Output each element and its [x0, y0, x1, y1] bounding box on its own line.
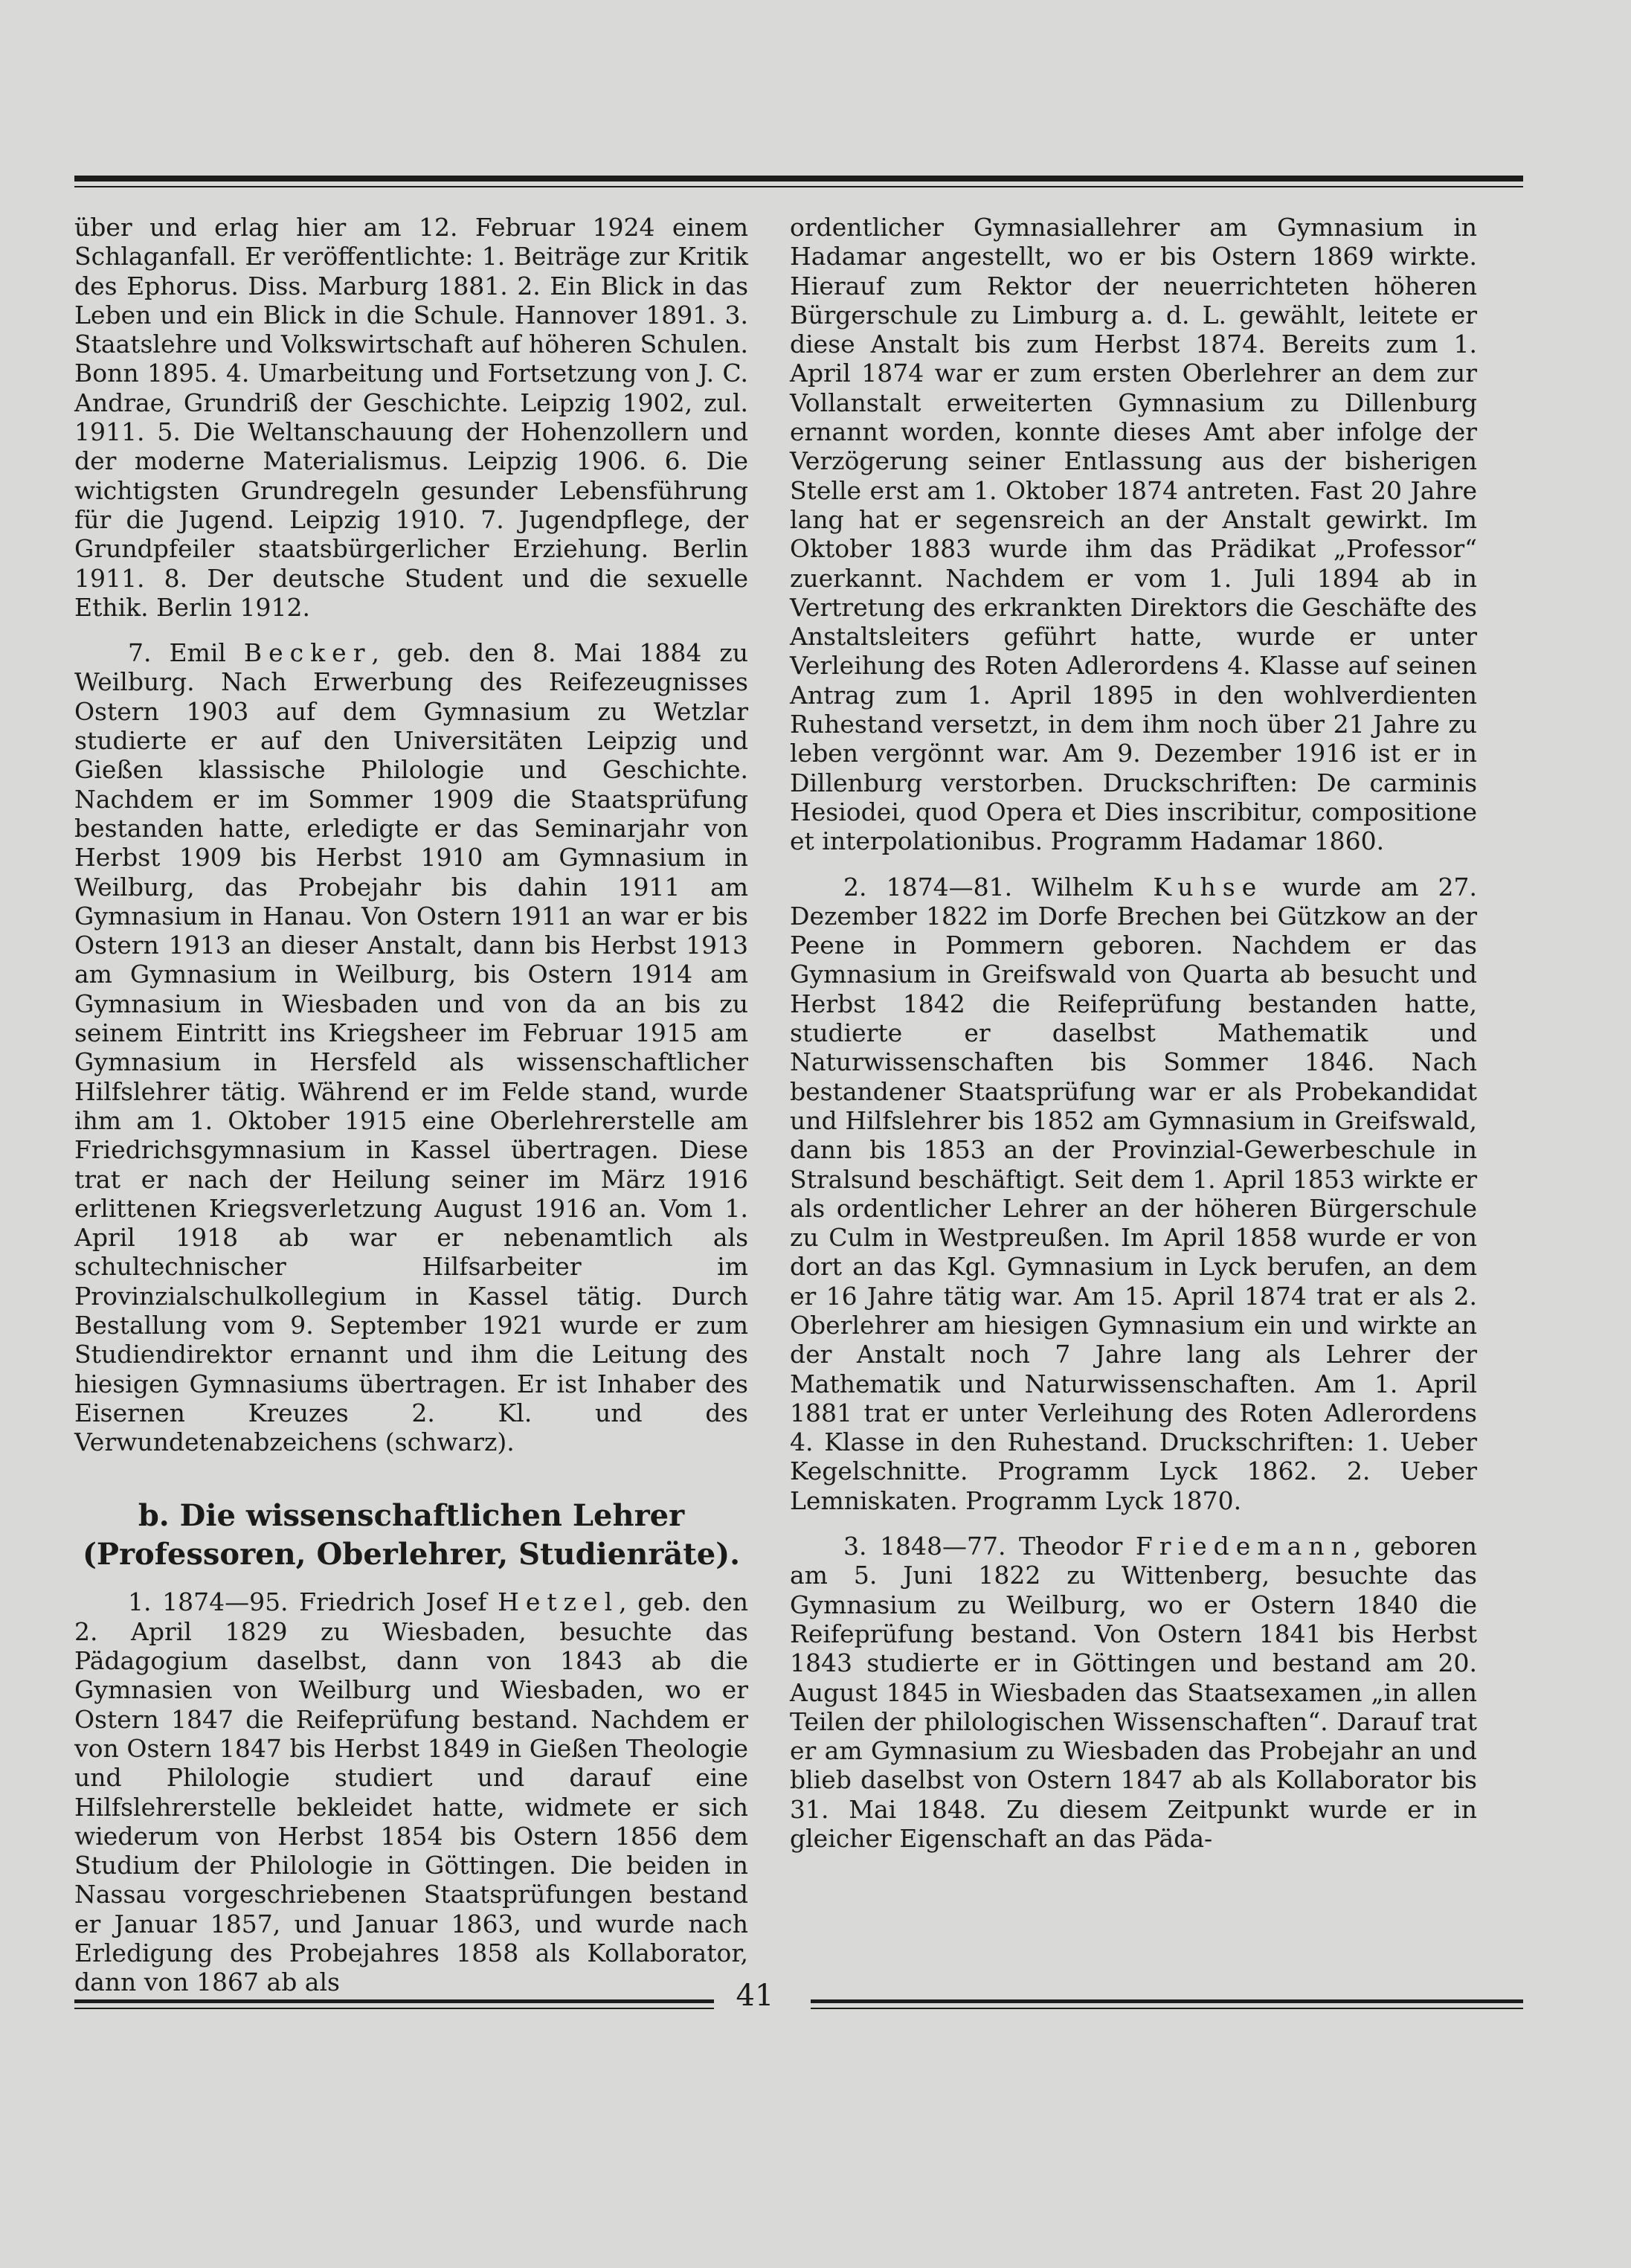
entry-hetzel: 1. 1874—95. Friedrich Josef Hetzel, geb. den 2. April 1829 zu Wiesbaden, besuchte das Pädagogium daselbst, dann von 1843 ab die Gymnasien von Weilburg und Wiesbaden, wo er Ostern 1847 die Reifeprüfung bestand. Nachdem er von Ostern 1847 bis Herbst 1849 in Gießen Theologie und Philologie studiert und darauf eine Hilfslehrerstelle bekleidet hatte, widmete er sich wiederum von Herbst 1854 bis Ostern 1856 dem Studium der Philologie in Göttingen. Die beiden in Nassau vorgeschriebenen Staatsprüfungen bestand er Januar 1857, und Januar 1863, und wurde nach Erledigung des Probejahres 1858 als Kollaborator, dann von 1867 ab als: [74, 1587, 748, 1997]
person-name: Becker: [243, 638, 372, 668]
top-rule: [74, 176, 1523, 181]
left-column: [74, 213, 748, 1997]
footer-rule-right-thin: [811, 2008, 1523, 2009]
footer-rule-left-thin: [74, 2008, 714, 2009]
footer-rule-left: [74, 1999, 714, 2003]
paragraph-continuation: über und erlag hier am 12. Februar 1924 einem Schlaganfall. Er veröffentlichte: 1. Beiträge zur Kritik des Ephorus. Diss. Marburg 1881. 2. Ein Blick in das Leben und ein Blick in die Schule. Hannover 1891. 3. Staatslehre und Volkswirtschaft auf höheren Schulen. Bonn 1895. 4. Umarbeitung und Fortsetzung von J. C. Andrae, Grundriß der Geschichte. Leipzig 1902, zul. 1911. 5. Die Weltanschauung der Hohenzollern und der moderne Materialismus. Leipzig 1906. 6. Die wichtigsten Grundregeln gesunder Lebensführung für die Jugend. Leipzig 1910. 7. Jugendpflege, der Grundpfeiler staatsbürgerlicher Erziehung. Berlin 1911. 8. Der deutsche Student und die sexuelle Ethik. Berlin 1912.: [74, 213, 748, 622]
entry-becker: 7. Emil Becker, geb. den 8. Mai 1884 zu Weilburg. Nach Erwerbung des Reifezeugnisses Ostern 1903 auf dem Gymnasium zu Wetzlar studierte er auf den Universitäten Leipzig und Gießen klassische Philologie und Geschichte. Nachdem er im Sommer 1909 die Staatsprüfung bestanden hatte, erledigte er das Seminarjahr von Herbst 1909 bis Herbst 1910 am Gymnasium in Weilburg, das Probejahr bis dahin 1911 am Gymnasium in Hanau. Von Ostern 1911 an war er bis Ostern 1913 an dieser Anstalt, dann bis Herbst 1913 am Gymnasium in Weilburg, bis Ostern 1914 am Gymnasium in Wiesbaden und von da an bis zu seinem Eintritt ins Kriegsheer im Februar 1915 am Gymnasium in Hersfeld als wissenschaftlicher Hilfslehrer tätig. Während er im Felde stand, wurde ihm am 1. Oktober 1915 eine Oberlehrerstelle am Friedrichsgymnasium in Kassel übertragen. Diese trat er nach der Heilung seiner im März 1916 erlittenen Kriegsverletzung August 1916 an. Vom 1. April 1918 ab war er nebenamtlich als schultechnischer Hilfsarbeiter im Provinzialschulkollegium in Kassel tätig. Durch Bestallung vom 9. September 1921 wurde er zum Studiendirektor ernannt und ihm die Leitung des hiesigen Gymnasiums übertragen. Er ist Inhaber des Eisernen Kreuzes 2. Kl. und des Verwundetenabzeichens (schwarz).: [74, 638, 748, 1457]
person-name: Hetzel: [498, 1587, 620, 1617]
page-number: 41: [736, 1979, 774, 2013]
footer-rule-right: [811, 1999, 1523, 2003]
entry-kuhse: 2. 1874—81. Wilhelm Kuhse wurde am 27. Dezember 1822 im Dorfe Brechen bei Gützkow an der Peene in Pommern geboren. Nachdem er das Gymnasium in Greifswald von Quarta ab besucht und Herbst 1842 die Reifeprüfung bestanden hatte, studierte er daselbst Mathematik und Naturwissenschaften bis Sommer 1846. Nach bestandener Staatsprüfung war er als Probekandidat und Hilfslehrer bis 1852 am Gymnasium in Greifswald, dann bis 1853 an der Provinzial-Gewerbeschule in Stralsund beschäftigt. Seit dem 1. April 1853 wirkte er als ordentlicher Lehrer an der höheren Bürgerschule zu Culm in Westpreußen. Im April 1858 wurde er von dort an das Kgl. Gymnasium in Lyck berufen, an dem er 16 Jahre tätig war. Am 15. April 1874 trat er als 2. Oberlehrer am hiesigen Gymnasium ein und wirkte an der Anstalt noch 7 Jahre lang als Lehrer der Mathematik und Naturwissenschaften. Am 1. April 1881 trat er unter Verleihung des Roten Adlerordens 4. Klasse in den Ruhestand. Druckschriften: 1. Ueber Kegelschnitte. Programm Lyck 1862. 2. Ueber Lemniskaten. Programm Lyck 1870.: [790, 872, 1477, 1515]
paragraph-continuation: ordentlicher Gymnasiallehrer am Gymnasium in Hadamar angestellt, wo er bis Ostern 1869 wirkte. Hierauf zum Rektor der neuerrichteten höheren Bürgerschule zu Limburg a. d. L. gewählt, leitete er diese Anstalt bis zum Herbst 1874. Bereits zum 1. April 1874 war er zum ersten Oberlehrer an dem zur Vollanstalt erweiterten Gymnasium zu Dillenburg ernannt worden, konnte dieses Amt aber infolge der Verzögerung seiner Entlassung aus der bisherigen Stelle erst am 1. Oktober 1874 antreten. Fast 20 Jahre lang hat er segensreich an der Anstalt gewirkt. Im Oktober 1883 wurde ihm das Prädikat „Professor“ zuerkannt. Nachdem er vom 1. Juli 1894 ab in Vertretung des erkrankten Direktors die Geschäfte des Anstaltsleiters geführt hatte, wurde er unter Verleihung des Roten Adlerordens 4. Klasse auf seinen Antrag zum 1. April 1895 in den wohlverdienten Ruhestand versetzt, in dem ihm noch über 21 Jahre zu leben vergönnt war. Am 9. Dezember 1916 ist er in Dillenburg verstorben. Druckschriften: De carminis Hesiodei, quod Opera et Dies inscribitur, compositione et interpolationibus. Programm Hadamar 1860.: [790, 213, 1477, 856]
section-heading: b. Die wissenschaftlichen Lehrer (Professoren, Oberlehrer, Studienräte).: [82, 1498, 741, 1572]
entry-friedemann: 3. 1848—77. Theodor Friedemann, geboren am 5. Juni 1822 zu Wittenberg, besuchte das Gymnasium zu Weilburg, wo er Ostern 1840 die Reifeprüfung bestand. Von Ostern 1841 bis Herbst 1843 studierte er in Göttingen und bestand am 20. August 1845 in Wiesbaden das Staatsexamen „in allen Teilen der philologischen Wissenschaften“. Darauf trat er am Gymnasium zu Wiesbaden das Probejahr an und blieb daselbst von Ostern 1847 ab als Kollaborator bis 31. Mai 1848. Zu diesem Zeitpunkt wurde er in gleicher Eigenschaft an das Päda-: [790, 1532, 1477, 1854]
top-rule-thin: [74, 186, 1523, 187]
right-column: [790, 213, 1477, 1853]
person-name: Kuhse: [1153, 872, 1264, 902]
person-name: Friedemann: [1135, 1532, 1354, 1561]
